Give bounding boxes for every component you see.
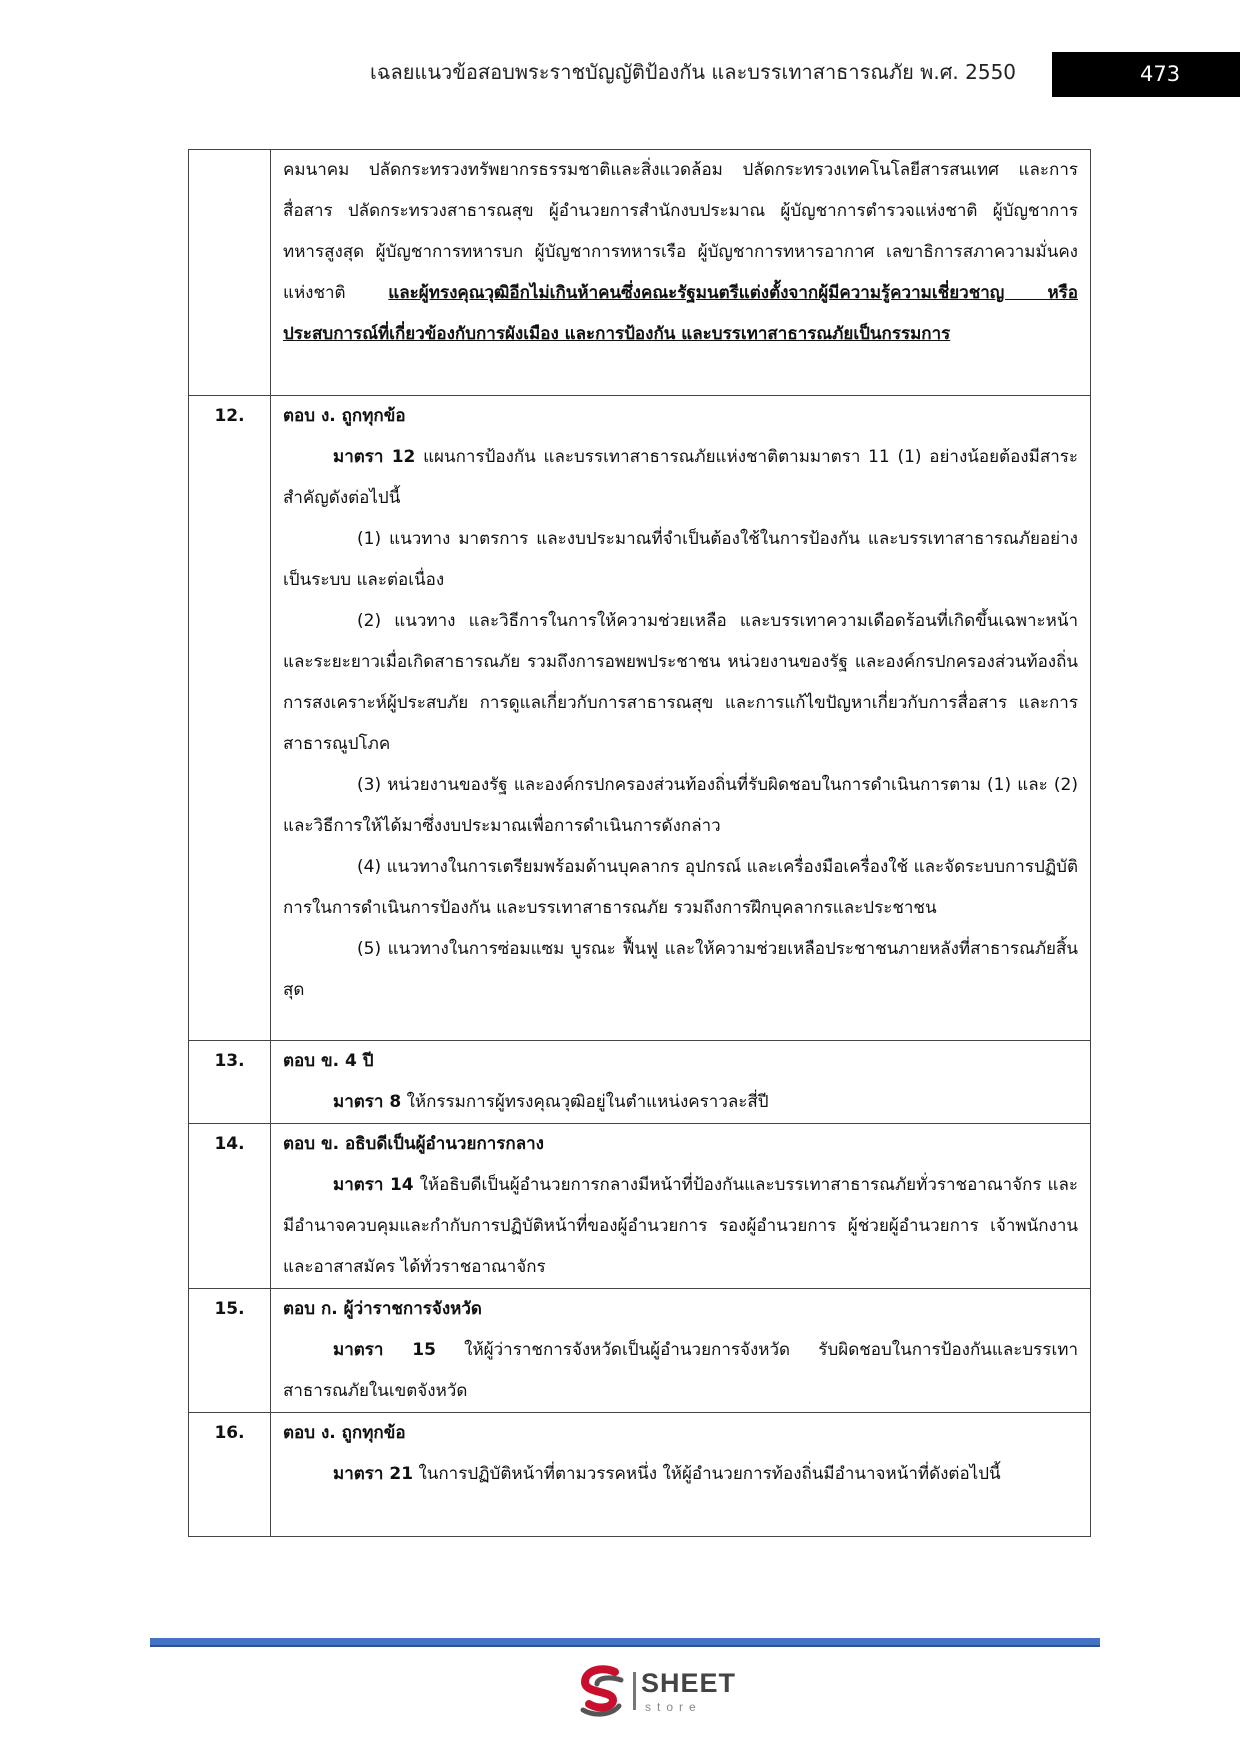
section-text: แผนการป้องกัน และบรรเทาสาธารณภัยแห่งชาติตามมาตรา 11 (1) อย่างน้อยต้องมีสาระสำคัญดังต่อไปนี้ [283, 447, 1078, 508]
section-paragraph [283, 437, 1078, 519]
answer-cell [271, 1124, 1091, 1289]
item-number: 12. [189, 396, 271, 1041]
page-number: 473 [1052, 52, 1240, 97]
answer-text: ตอบ ง. ถูกทุกข้อ [283, 1423, 406, 1443]
section-paragraph [283, 1454, 1078, 1495]
answer-text: ตอบ ง. ถูกทุกข้อ [283, 406, 406, 426]
continued-underlined-text: และผู้ทรงคุณวุฒิอีกไม่เกินห้าคนซึ่งคณะรัฐมนตรีแต่งตั้งจากผู้มีความรู้ความเชี่ยวชาญ หรือประสบการณ์ที่เกี่ยวข้องกับการผังเมือง และการป้องกัน และบรรเทาสาธารณภัยเป็นกรรมการ [283, 283, 1078, 344]
sub-clause: (4) แนวทางในการเตรียมพร้อมด้านบุคลากร อุปกรณ์ และเครื่องมือเครื่องใช้ และจัดระบบการปฏิบัติการในการดำเนินการป้องกัน และบรรเทาสาธารณภัย รวมถึงการฝึกบุคลากรและประชาชน [283, 857, 1078, 918]
section-label: มาตรา 8 [333, 1092, 402, 1112]
table-row [189, 396, 1091, 1041]
footer-divider [150, 1638, 1100, 1647]
continued-text-cell [271, 150, 1091, 396]
sheet-store-logo-icon [575, 1664, 631, 1720]
section-label: มาตรา 14 [333, 1175, 414, 1195]
logo-subtext: store [645, 1700, 702, 1714]
answer-text: ตอบ ก. ผู้ว่าราชการจังหวัด [283, 1299, 482, 1319]
sub-clause: (2) แนวทาง และวิธีการในการให้ความช่วยเหลือ และบรรเทาความเดือดร้อนที่เกิดขึ้นเฉพาะหน้า และระยะยาวเมื่อเกิดสาธารณภัย รวมถึงการอพยพประชาชน หน่วยงานของรัฐ และองค์กรปกครองส่วนท้องถิ่นการสงเคราะห์ผู้ประสบภัย การดูแลเกี่ยวกับการสาธารณสุข และการแก้ไขปัญหาเกี่ยวกับการสื่อสาร และการสาธารณูปโภค [283, 611, 1078, 754]
sub-clause: (3) หน่วยงานของรัฐ และองค์กรปกครองส่วนท้องถิ่นที่รับผิดชอบในการดำเนินการตาม (1) และ (2) และวิธีการให้ได้มาซึ่งงบประมาณเพื่อการดำเนินการดังกล่าว [283, 775, 1078, 836]
answer-table [188, 149, 1091, 1537]
section-text: ในการปฏิบัติหน้าที่ตามวรรคหนึ่ง ให้ผู้อำนวยการท้องถิ่นมีอำนาจหน้าที่ดังต่อไปนี้ [413, 1464, 1001, 1484]
table-row [189, 1124, 1091, 1289]
section-paragraph [283, 1330, 1078, 1412]
page-header-title: เฉลยแนวข้อสอบพระราชบัญญัติป้องกัน และบรรเทาสาธารณภัย พ.ศ. 2550 [370, 60, 1017, 84]
answer-text: ตอบ ข. อธิบดีเป็นผู้อำนวยการกลาง [283, 1134, 544, 1154]
continued-text: คมนาคม ปลัดกระทรวงทรัพยากรธรรมชาติและสิ่งแวดล้อม ปลัดกระทรวงเทคโนโลยีสารสนเทศ และการสื่อสาร ปลัดกระทรวงสาธารณสุข ผู้อำนวยการสำนักงบประมาณ ผู้บัญชาการตำรวจแห่งชาติ ผู้บัญชาการทหารสูงสุด ผู้บัญชาการทหารบก ผู้บัญชาการทหารเรือ ผู้บัญชาการทหารอากาศ เลขาธิการสภาความมั่นคงแห่งชาติ [283, 160, 1078, 303]
item-number: 14. [189, 1124, 271, 1289]
logo-separator [633, 1672, 636, 1710]
section-label: มาตรา 15 [333, 1340, 436, 1360]
table-row [189, 1041, 1091, 1124]
item-number: 13. [189, 1041, 271, 1124]
answer-cell [271, 1289, 1091, 1413]
continued-paragraph [283, 150, 1078, 355]
section-label: มาตรา 12 [333, 447, 416, 467]
item-number: 15. [189, 1289, 271, 1413]
section-text: ให้อธิบดีเป็นผู้อำนวยการกลางมีหน้าที่ป้องกันและบรรเทาสาธารณภัยทั่วราชอาณาจักร และมีอำนาจควบคุมและกำกับการปฏิบัติหน้าที่ของผู้อำนวยการ รองผู้อำนวยการ ผู้ช่วยผู้อำนวยการ เจ้าพนักงาน และอาสาสมัคร ได้ทั่วราชอาณาจักร [283, 1175, 1079, 1277]
section-text: ให้กรรมการผู้ทรงคุณวุฒิอยู่ในตำแหน่งคราวละสี่ปี [401, 1092, 769, 1112]
answer-cell [271, 1413, 1091, 1537]
section-paragraph [283, 1165, 1078, 1288]
sheet-store-logo [575, 1664, 775, 1720]
sub-clause: (5) แนวทางในการซ่อมแซม บูรณะ ฟื้นฟู และให้ความช่วยเหลือประชาชนภายหลังที่สาธารณภัยสิ้นสุด [283, 939, 1078, 1000]
logo-text: SHEET [641, 1668, 737, 1698]
section-text: ให้ผู้ว่าราชการจังหวัดเป็นผู้อำนวยการจังหวัด รับผิดชอบในการป้องกันและบรรเทาสาธารณภัยในเขตจังหวัด [283, 1340, 1079, 1401]
item-number-cell [189, 150, 271, 396]
answer-cell [271, 396, 1091, 1041]
table-row [189, 1413, 1091, 1537]
table-row [189, 1289, 1091, 1413]
item-number: 16. [189, 1413, 271, 1537]
section-label: มาตรา 21 [333, 1464, 414, 1484]
answer-text: ตอบ ข. 4 ปี [283, 1051, 374, 1071]
section-paragraph [283, 1082, 1078, 1123]
sub-clause: (1) แนวทาง มาตรการ และงบประมาณที่จำเป็นต้องใช้ในการป้องกัน และบรรเทาสาธารณภัยอย่างเป็นระบบ และต่อเนื่อง [283, 529, 1078, 590]
table-row [189, 150, 1091, 396]
answer-cell [271, 1041, 1091, 1124]
